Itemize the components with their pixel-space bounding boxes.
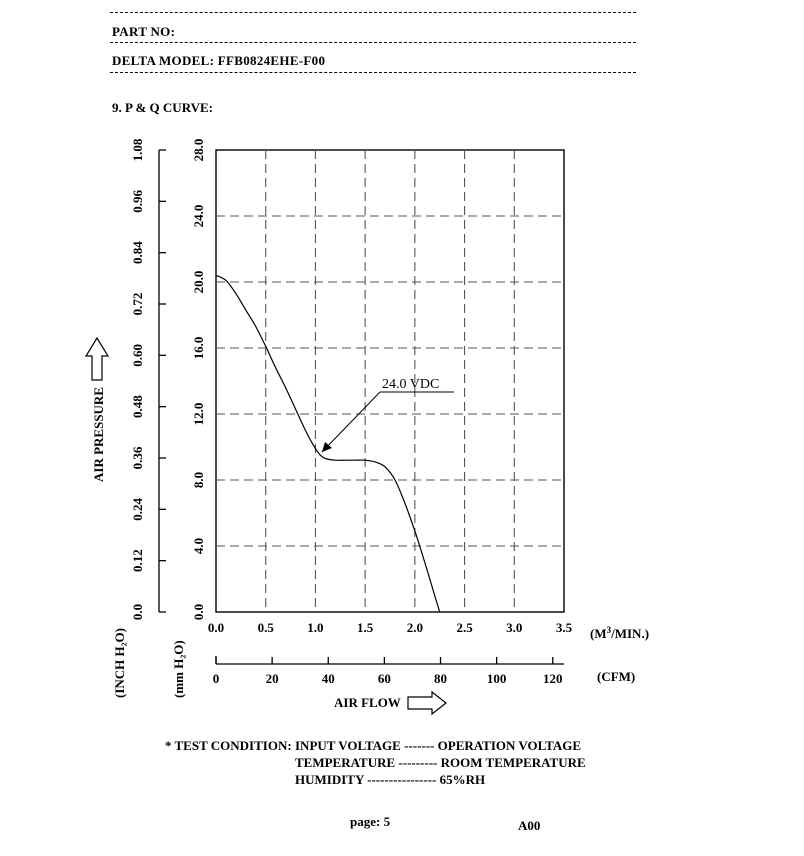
- cfm-tick-label: 100: [486, 671, 507, 686]
- mm-tick-label: 4.0: [191, 537, 206, 555]
- inch-tick-label: 0.96: [130, 189, 145, 213]
- part-no-label: PART NO:: [112, 24, 176, 39]
- mm-tick-label: 0.0: [191, 603, 206, 621]
- inch-ticks: [130, 138, 145, 620]
- model-label: DELTA MODEL:: [112, 53, 215, 68]
- x-ticks: [208, 620, 573, 635]
- x-tick-label: 0.0: [207, 620, 225, 635]
- inch-tick-label: 0.24: [130, 497, 145, 521]
- annotation-label: 24.0 VDC: [382, 377, 440, 392]
- y-unit-inch: (INCH H₂O): [112, 628, 127, 698]
- inch-tick-label: 0.60: [130, 343, 145, 367]
- inch-tick-label: 0.12: [130, 549, 145, 573]
- mm-ticks: [191, 139, 206, 621]
- test-condition-label: * TEST CONDITION:: [165, 738, 292, 753]
- x-tick-label: 0.5: [257, 620, 274, 635]
- y-unit-mm: (mm H₂O): [171, 640, 186, 698]
- x-unit-primary: $(M^3/MIN.)$: [590, 625, 650, 641]
- mm-tick-label: 16.0: [191, 336, 206, 360]
- test-condition-row: TEMPERATURE --------- ROOM TEMPERATURE: [295, 755, 586, 770]
- x-tick-label: 2.5: [456, 620, 473, 635]
- x-axis-arrow-icon: [408, 692, 446, 714]
- inch-tick-label: 1.08: [130, 138, 145, 162]
- cfm-axis: [213, 656, 564, 686]
- inch-tick-label: 0.36: [130, 446, 145, 470]
- model-row: [112, 53, 325, 69]
- mm-tick-label: 28.0: [191, 138, 206, 162]
- page-number: page: 5: [350, 814, 391, 829]
- mm-tick-label: 8.0: [191, 471, 206, 489]
- y-axis-title: AIR PRESSURE: [91, 387, 106, 482]
- header-rule-top: [110, 12, 636, 13]
- mm-tick-label: 24.0: [191, 204, 206, 228]
- y-axis-arrow-icon: [86, 338, 108, 380]
- cfm-tick-label: 0: [212, 671, 220, 686]
- annotation-leader: [322, 392, 380, 452]
- cfm-tick-label: 20: [265, 671, 279, 686]
- cfm-tick-label: 40: [321, 671, 335, 686]
- test-condition-row: INPUT VOLTAGE ------- OPERATION VOLTAGE: [295, 738, 582, 753]
- x-tick-label: 1.0: [307, 620, 324, 635]
- x-tick-label: 1.5: [357, 620, 374, 635]
- x-tick-label: 2.0: [406, 620, 423, 635]
- header-rule-bottom: [110, 72, 636, 73]
- model-value: FFB0824EHE-F00: [217, 53, 326, 68]
- mm-tick-label: 12.0: [191, 402, 206, 426]
- test-condition-row: HUMIDITY ---------------- 65%RH: [295, 772, 486, 787]
- cfm-tick-label: 60: [377, 671, 391, 686]
- x-tick-label: 3.0: [506, 620, 523, 635]
- cfm-tick-label: 80: [434, 671, 448, 686]
- mm-tick-label: 20.0: [191, 270, 206, 294]
- series-line-24vdc: [216, 275, 440, 612]
- header-rule-middle: [110, 42, 636, 43]
- cfm-tick-label: 120: [543, 671, 563, 686]
- x-axis-title: AIR FLOW: [334, 695, 401, 710]
- inch-tick-label: 0.0: [130, 603, 145, 621]
- x-unit-secondary: (CFM): [597, 669, 636, 684]
- inch-axis: [159, 150, 166, 612]
- revision-code: A00: [518, 818, 541, 833]
- inch-tick-label: 0.48: [130, 395, 145, 419]
- inch-tick-label: 0.72: [130, 292, 145, 316]
- x-tick-label: 3.5: [555, 620, 573, 635]
- inch-tick-label: 0.84: [130, 241, 145, 265]
- section-title: 9. P & Q CURVE:: [112, 100, 214, 115]
